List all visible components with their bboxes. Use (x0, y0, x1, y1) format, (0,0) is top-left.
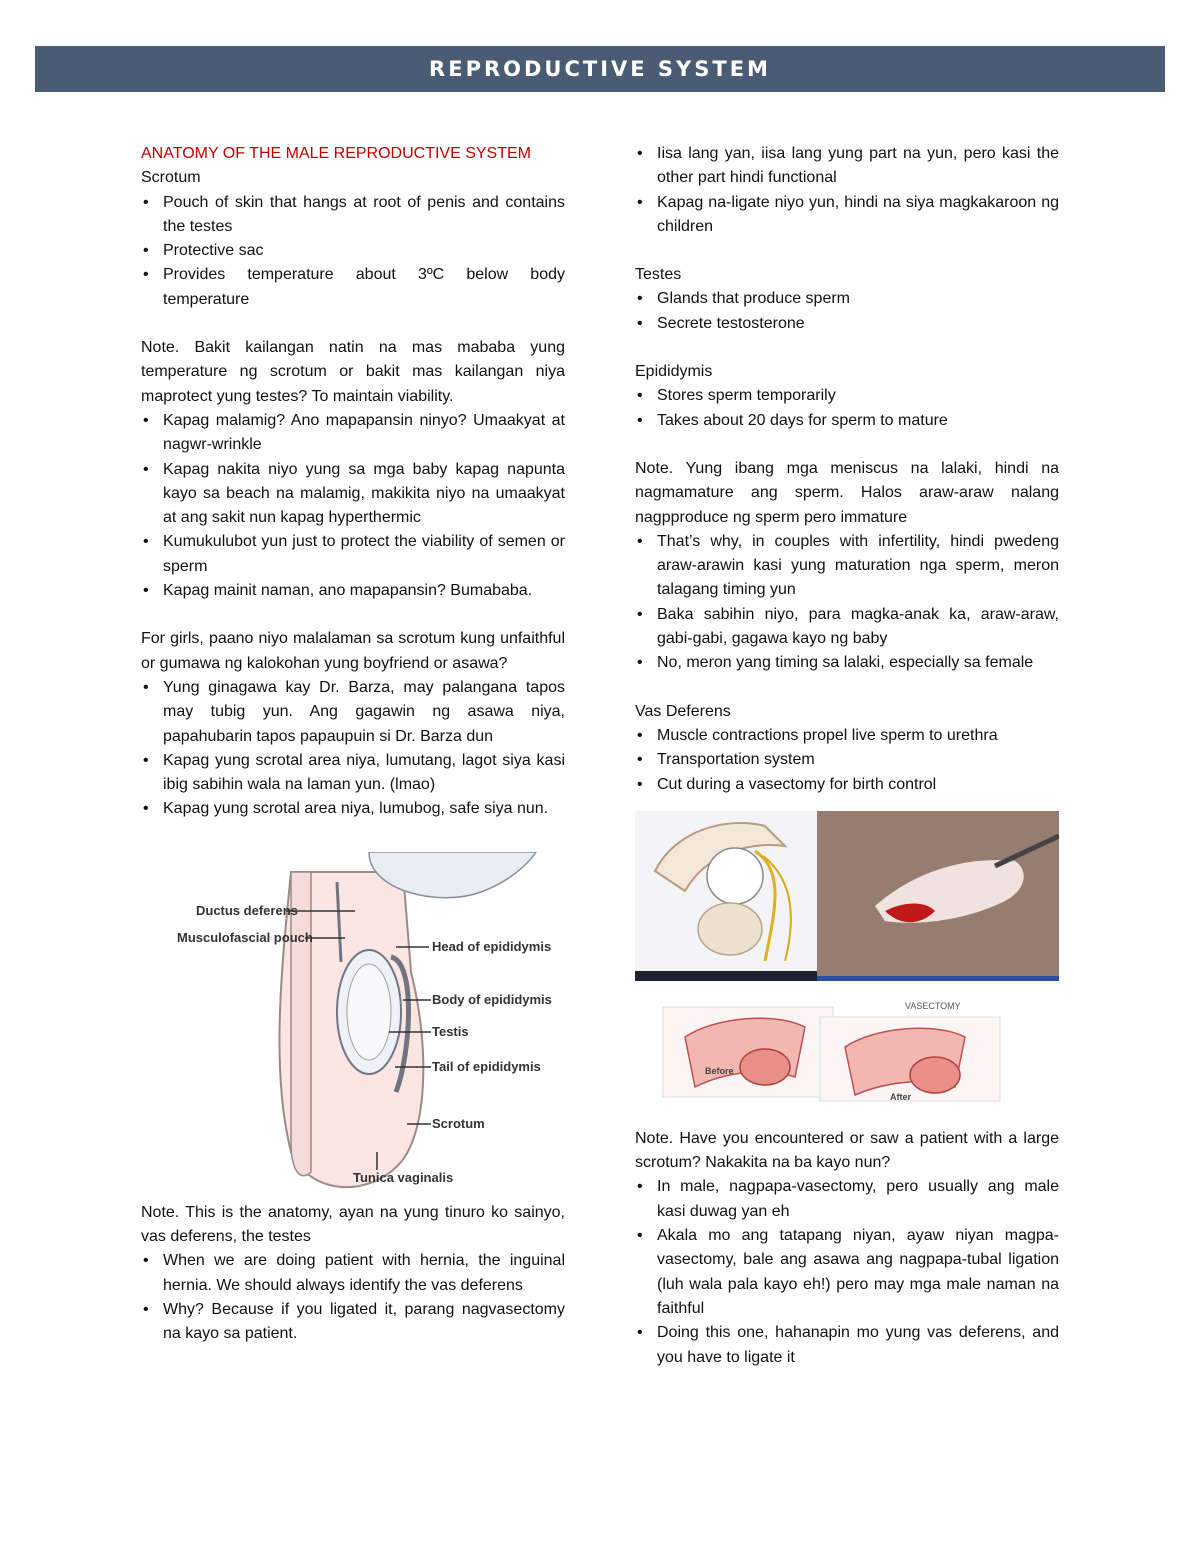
list-item: • Akala mo ang tatapang niyan, ayaw niyan magpa-vasectomy, bale ang asawa ang nagpapa-tubal ligation (luh wala pala kayo eh!) pero may mga male naman na faithful (635, 1224, 1059, 1321)
list-item: • Baka sabihin niyo, para magka-anak ka, araw-araw, gabi-gabi, gagawa kayo ng baby (635, 603, 1059, 652)
list-item: • Kapag yung scrotal area niya, lumubog, safe siya nun. (141, 797, 565, 821)
vasectomy-diagram (635, 997, 1059, 1105)
list-item: • When we are doing patient with hernia, the inguinal hernia. We should always identify the vas deferens (141, 1249, 565, 1298)
note2-list (141, 1249, 565, 1346)
label-musculofascial-pouch: Musculofascial pouch (177, 929, 313, 945)
note1-list (141, 409, 565, 603)
after-label: After (890, 1091, 912, 1102)
scrotum-anatomy-diagram (141, 852, 565, 1197)
before-label: Before (705, 1065, 734, 1076)
label-ductus-deferens: Ductus deferens (196, 902, 298, 918)
list-item: • Stores sperm temporarily (635, 384, 1059, 408)
top-list (635, 142, 1059, 239)
surgery-image (635, 811, 1059, 981)
note4-list (635, 1175, 1059, 1369)
testes-heading: Testes (635, 266, 682, 284)
note-paragraph: Note. Bakit kailangan natin na mas mababa yung temperature ng scrotum or bakit mas kailangan niya maprotect yung testes? To maintain viability. (141, 339, 565, 405)
vasectomy-illustration (635, 997, 1059, 1105)
list-item: • Iisa lang yan, iisa lang yung part na yun, pero kasi the other part hindi functional (635, 142, 1059, 191)
scrotum-list (141, 191, 565, 312)
list-item: • No, meron yang timing sa lalaki, especially sa female (635, 651, 1059, 675)
list-item: • Doing this one, hahanapin mo yung vas deferens, and you have to ligate it (635, 1321, 1059, 1370)
note-paragraph: Note. Yung ibang mga meniscus na lalaki, hindi na nagmamature ang sperm. Halos araw-araw nalang nagpproduce ng sperm pero immature (635, 459, 1059, 526)
list-item: • Kapag nakita niyo yung sa mga baby kapag napunta kayo sa beach na malamig, makikita niyo na umaakyat at ang sakit nun kapag hyperthermic (141, 458, 565, 531)
label-testis: Testis (432, 1023, 469, 1039)
label-tunica-vaginalis: Tunica vaginalis (353, 1169, 454, 1185)
list-item: • That’s why, in couples with infertility, hindi pwedeng araw-arawin kasi yung maturation nga sperm, meron talagang timing yun (635, 530, 1059, 603)
vas-deferens-photo (635, 811, 1059, 981)
label-scrotum: Scrotum (432, 1115, 485, 1131)
epididymis-list (635, 384, 1059, 433)
list-item: • Why? Because if you ligated it, parang nagvasectomy na kayo sa patient. (141, 1298, 565, 1347)
left-column (141, 142, 565, 1347)
list-item: • Kumukulubot yun just to protect the viability of semen or sperm (141, 530, 565, 579)
girls-question: For girls, paano niyo malalaman sa scrotum kung unfaithful or gumawa ng kalokohan yung boyfriend or asawa? (141, 630, 565, 672)
list-item: • Kapag na-ligate niyo yun, hindi na siya magkakaroon ng children (635, 191, 1059, 240)
label-tail-of-epididymis: Tail of epididymis (432, 1058, 541, 1074)
list-item: • In male, nagpapa-vasectomy, pero usually ang male kasi duwag yan eh (635, 1175, 1059, 1224)
list-item: • Secrete testosterone (635, 312, 1059, 336)
page-header-banner (35, 46, 1165, 92)
page-title: REPRODUCTIVE SYSTEM (429, 57, 771, 81)
list-item: • Protective sac (141, 239, 565, 263)
note-paragraph: Note. Have you encountered or saw a patient with a large scrotum? Nakakita na ba kayo nun? (635, 1129, 1059, 1172)
right-column (635, 142, 1059, 1370)
epididymis-heading: Epididymis (635, 363, 713, 381)
testes-list (635, 287, 1059, 336)
list-item: • Cut during a vasectomy for birth control (635, 773, 1059, 797)
girls-list (141, 676, 565, 822)
list-item: • Transportation system (635, 748, 1059, 772)
vasectomy-label: VASECTOMY (905, 1000, 961, 1011)
list-item: • Provides temperature about 3ºC below body temperature (141, 263, 565, 312)
label-body-of-epididymis: Body of epididymis (432, 991, 552, 1007)
note-paragraph: Note. This is the anatomy, ayan na yung tinuro ko sainyo, vas deferens, the testes (141, 1203, 565, 1246)
list-item: • Takes about 20 days for sperm to mature (635, 409, 1059, 433)
list-item: • Pouch of skin that hangs at root of penis and contains the testes (141, 191, 565, 240)
list-item: • Muscle contractions propel live sperm to urethra (635, 724, 1059, 748)
scrotum-heading: Scrotum (141, 169, 201, 187)
list-item: • Glands that produce sperm (635, 287, 1059, 311)
vas-deferens-list (635, 724, 1059, 797)
list-item: • Kapag yung scrotal area niya, lumutang, lagot siya kasi ibig sabihin wala na laman yun. (lmao) (141, 749, 565, 798)
list-item: • Kapag mainit naman, ano mapapansin? Bumababa. (141, 579, 565, 603)
vas-deferens-heading: Vas Deferens (635, 702, 731, 720)
list-item: • Yung ginagawa kay Dr. Barza, may palangana tapos may tubig yun. Ang gagawin ng asawa niya, papahubarin tapos papaupuin si Dr. Barza dun (141, 676, 565, 749)
list-item: • Kapag malamig? Ano mapapansin ninyo? Umaakyat at nagwr-wrinkle (141, 409, 565, 458)
section-title: ANATOMY OF THE MALE REPRODUCTIVE SYSTEM (141, 145, 531, 162)
note3-list (635, 530, 1059, 676)
label-head-of-epididymis: Head of epididymis (432, 938, 552, 954)
anatomy-illustration (141, 852, 565, 1197)
